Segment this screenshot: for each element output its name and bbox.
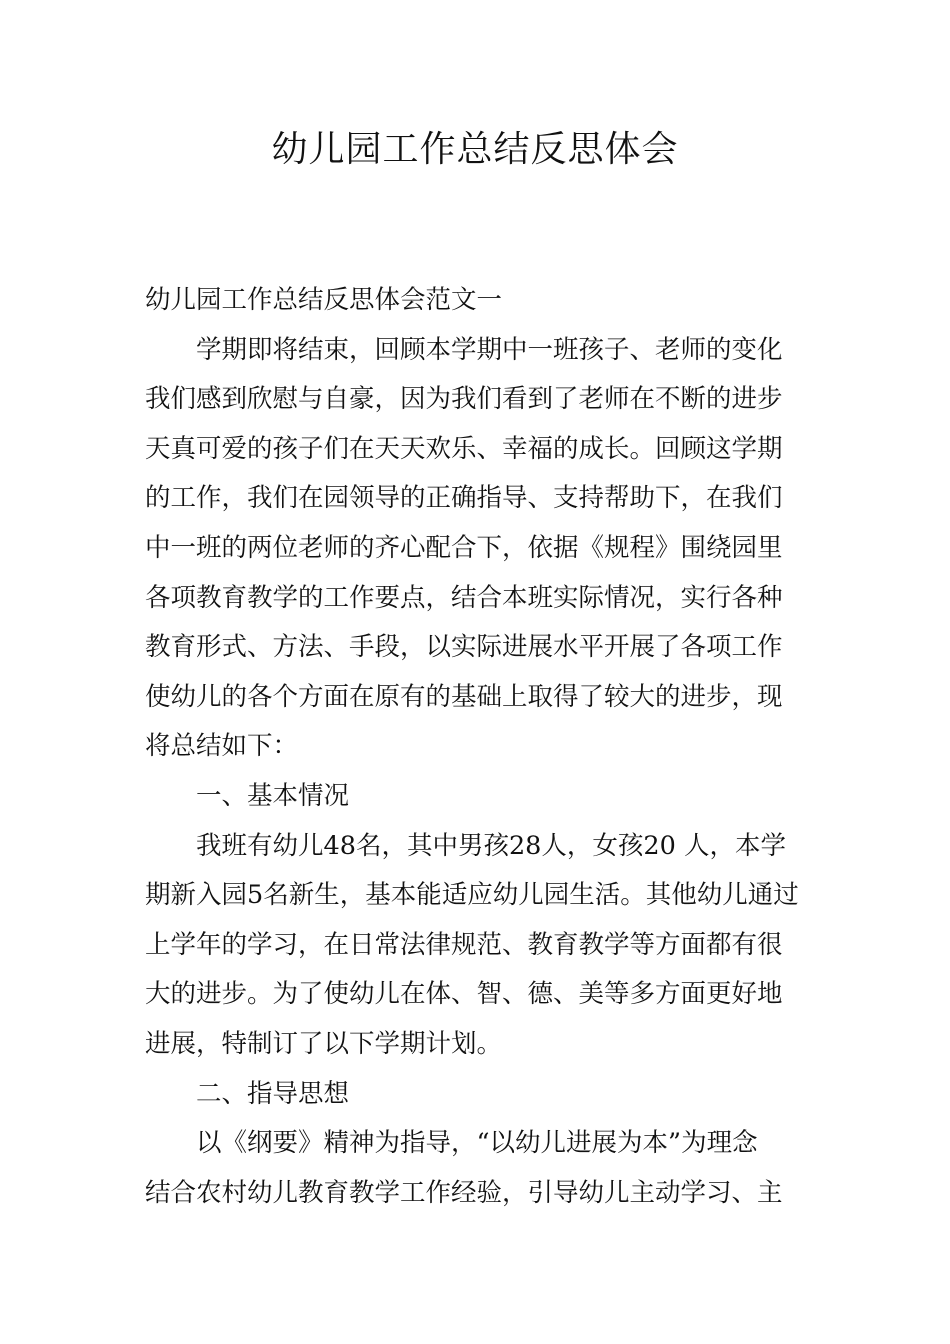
paragraph-line: 的工作，我们在园领导的正确指导、支持帮助下，在我们 [145,483,783,514]
paragraph-line: 期新入园5名新生，基本能适应幼儿园生活。其他幼儿通过 [145,880,799,911]
paragraph-line: 以《纲要》精神为指导，“以幼儿进展为本”为理念 [196,1128,758,1159]
paragraph-line: 我班有幼儿48名，其中男孩28人，女孩20 人，本学 [196,830,786,861]
paragraph-line: 各项教育教学的工作要点，结合本班实际情况，实行各种 [145,582,783,613]
section-heading: 二、指导思想 [196,1078,350,1109]
section-heading: 一、基本情况 [196,780,350,811]
paragraph-line: 我们感到欣慰与自豪，因为我们看到了老师在不断的进步 [145,384,783,415]
paragraph-line: 上学年的学习，在日常法律规范、教育教学等方面都有很 [145,929,783,960]
paragraph-line: 学期即将结束，回顾本学期中一班孩子、老师的变化 [196,334,783,365]
paragraph-line: 进展，特制订了以下学期计划。 [145,1028,503,1059]
document-title: 幼儿园工作总结反思体会 [271,129,679,170]
paragraph-line: 天真可爱的孩子们在天天欢乐、幸福的成长。回顾这学期 [145,433,783,464]
paragraph-line: 将总结如下： [145,731,299,762]
paragraph-line: 教育形式、方法、手段，以实际进展水平开展了各项工作 [145,632,783,663]
paragraph-line: 大的进步。为了使幼儿在体、智、德、美等多方面更好地 [145,979,783,1010]
paragraph-line: 结合农村幼儿教育教学工作经验，引导幼儿主动学习、主 [145,1177,783,1208]
paragraph-line: 中一班的两位老师的齐心配合下，依据《规程》围绕园里 [145,532,783,563]
paragraph-line: 使幼儿的各个方面在原有的基础上取得了较大的进步，现 [145,681,783,712]
paragraph-line: 幼儿园工作总结反思体会范文一 [145,285,503,315]
document-body [145,276,810,1218]
